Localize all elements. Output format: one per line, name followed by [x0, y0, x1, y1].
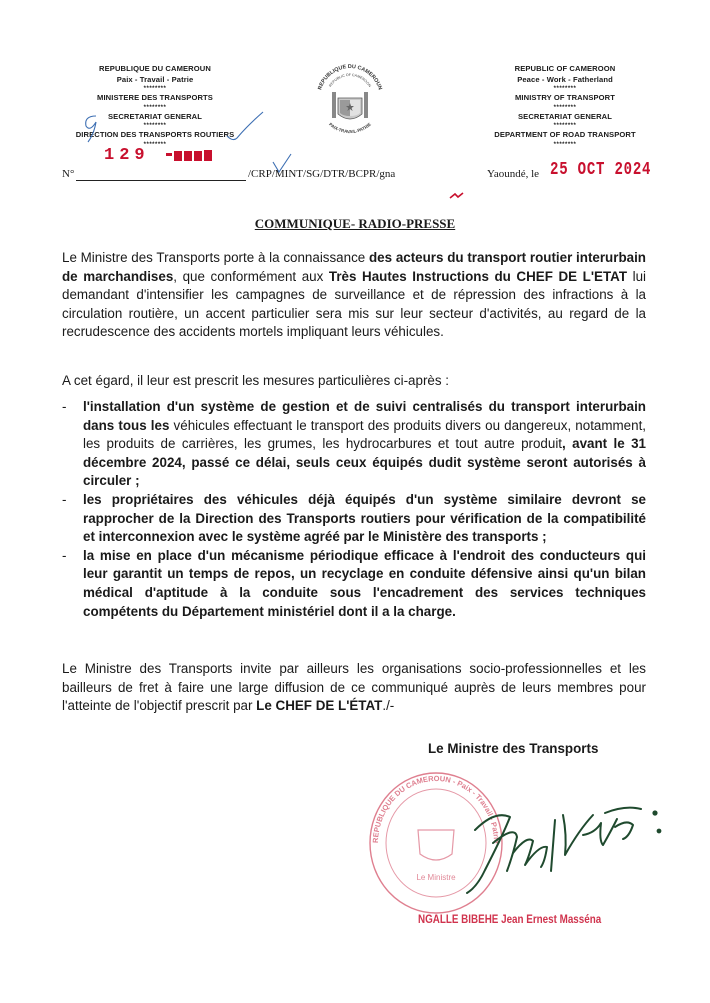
reference-number: 129: [104, 146, 150, 165]
number-stamp-mark: [166, 150, 214, 162]
measures-list: [62, 398, 646, 621]
header-right-ministry: MINISTRY OF TRANSPORT: [515, 93, 615, 102]
reference-no-label: N°: [62, 168, 75, 180]
header-right-motto: Peace - Work - Fatherland: [517, 74, 613, 84]
reference-suffix: /CRP/MINT/SG/DTR/BCPR/gna: [248, 168, 396, 180]
paragraph-measures-lead: A cet égard, il leur est prescrit les mesures particulières ci-après :: [62, 373, 449, 388]
header-left-stars-1: ********: [143, 86, 167, 92]
header-right-secretariat: SECRETARIAT GENERAL: [517, 111, 612, 121]
seal-ring-text: REPUBLIQUE DU CAMEROUN - Paix - Travail - Patrie: [370, 773, 502, 844]
reference-line: [62, 146, 662, 186]
header-right-stars-1: ********: [553, 86, 577, 92]
emblem-top-text: REPUBLIQUE DU CAMEROUN: [317, 63, 383, 91]
header-left-motto: Paix - Travail - Patrie: [116, 74, 194, 84]
header-left-stars-2: ********: [143, 104, 167, 111]
document-title: COMMUNIQUE- RADIO-PRESSE: [254, 216, 456, 231]
header-right: [465, 64, 665, 149]
signatory-title: Le Ministre des Transports: [428, 741, 599, 756]
minister-name-stamp: NGALLE BIBEHE Jean Ernest Masséna: [418, 912, 602, 926]
header-left-stars-4: ********: [143, 141, 167, 148]
handwritten-signature: [455, 775, 670, 905]
header-right-stars-4: ********: [553, 141, 577, 148]
list-item: - la mise en place d'un mécanisme périodique efficace à l'endroit des conducteurs qui leur garantit un temps de repos, un recyclage en conduite défensive ainsi qu'un bilan médical d'aptitude à la conduite sous l'encadrement des services techniques compétents du Département ministériel dont il a la charge.: [62, 547, 646, 619]
emblem-bottom-text: PAIX-TRAVAIL-PATRIE: [327, 121, 373, 135]
svg-text:REPUBLIQUE DU CAMEROUN: [317, 64, 383, 91]
svg-text:PAIX-TRAVAIL-PATRIE: [328, 122, 372, 134]
paragraph-intro: Le Ministre des Transports porte à la connaissance des acteurs du transport routier interurbain de marchandises, que conformément aux Très Hautes Instructions du CHEF DE L'ETAT lui demandant d'intensifier les campagnes de surveillance et de répression des infractions à la circulation routière, un accent particulier sera mis sur leur secteur d'activités, au regard de la recrudescence des accidents mortels impliquant leurs véhicules.: [62, 250, 646, 340]
list-item: - l'installation d'un système de gestion et de suivi centralisés du transport interurbain dans tous les véhicules effectuant le transport des produits divers ou dangereux, notamment, les produits de carrières, les grumes, les hydrocarbures et tout autre produit, avant le 31 décembre 2024, passé ce délai, seuls ceux équipés dudit système seront autorisés à circuler ;: [62, 399, 647, 489]
header-right-department: DEPARTMENT OF ROAD TRANSPORT: [494, 130, 636, 139]
date-stamp: 25 OCT 2024: [550, 160, 652, 180]
coat-of-arms-emblem: [310, 58, 390, 143]
emblem-sub-text: REPUBLIC OF CAMEROON: [328, 72, 372, 88]
header-left-direction: DIRECTION DES TRANSPORTS ROUTIERS: [75, 130, 235, 139]
handwritten-mark: [78, 112, 104, 146]
paragraph-closing: Le Ministre des Transports invite par ailleurs les organisations socio-professionnelles et les bailleurs de fret à faire une large diffusion de ce communiqué auprès de leurs membres pour l'atteinte de l'objectif prescrit par Le CHEF DE L'ÉTAT./-: [62, 661, 646, 714]
seal-inner-text: Le Ministre: [416, 873, 456, 882]
svg-text:REPUBLIC OF CAMEROON: [328, 73, 372, 88]
header-right-stars-3: ********: [553, 123, 577, 129]
header-left-ministry: MINISTERE DES TRANSPORTS: [97, 93, 213, 102]
red-stamp-fragment: [448, 190, 466, 202]
list-item: - les propriétaires des véhicules déjà équipés d'un système similaire devront se rapprocher de la Direction des Transports routiers pour vérification de la compatibilité et interconnexion avec le système agréé par le Ministère des transports ;: [62, 491, 646, 545]
place-and-date-label: Yaoundé, le: [487, 168, 540, 180]
header-left-stars-3: ********: [143, 123, 167, 129]
header-right-stars-2: ********: [553, 104, 577, 111]
header-left-country: REPUBLIQUE DU CAMEROUN: [99, 64, 211, 73]
header-right-country: REPUBLIC OF CAMEROON: [514, 64, 616, 73]
header-left-secretariat: SECRETARIAT GENERAL: [107, 111, 202, 121]
reference-underline: [76, 180, 246, 181]
